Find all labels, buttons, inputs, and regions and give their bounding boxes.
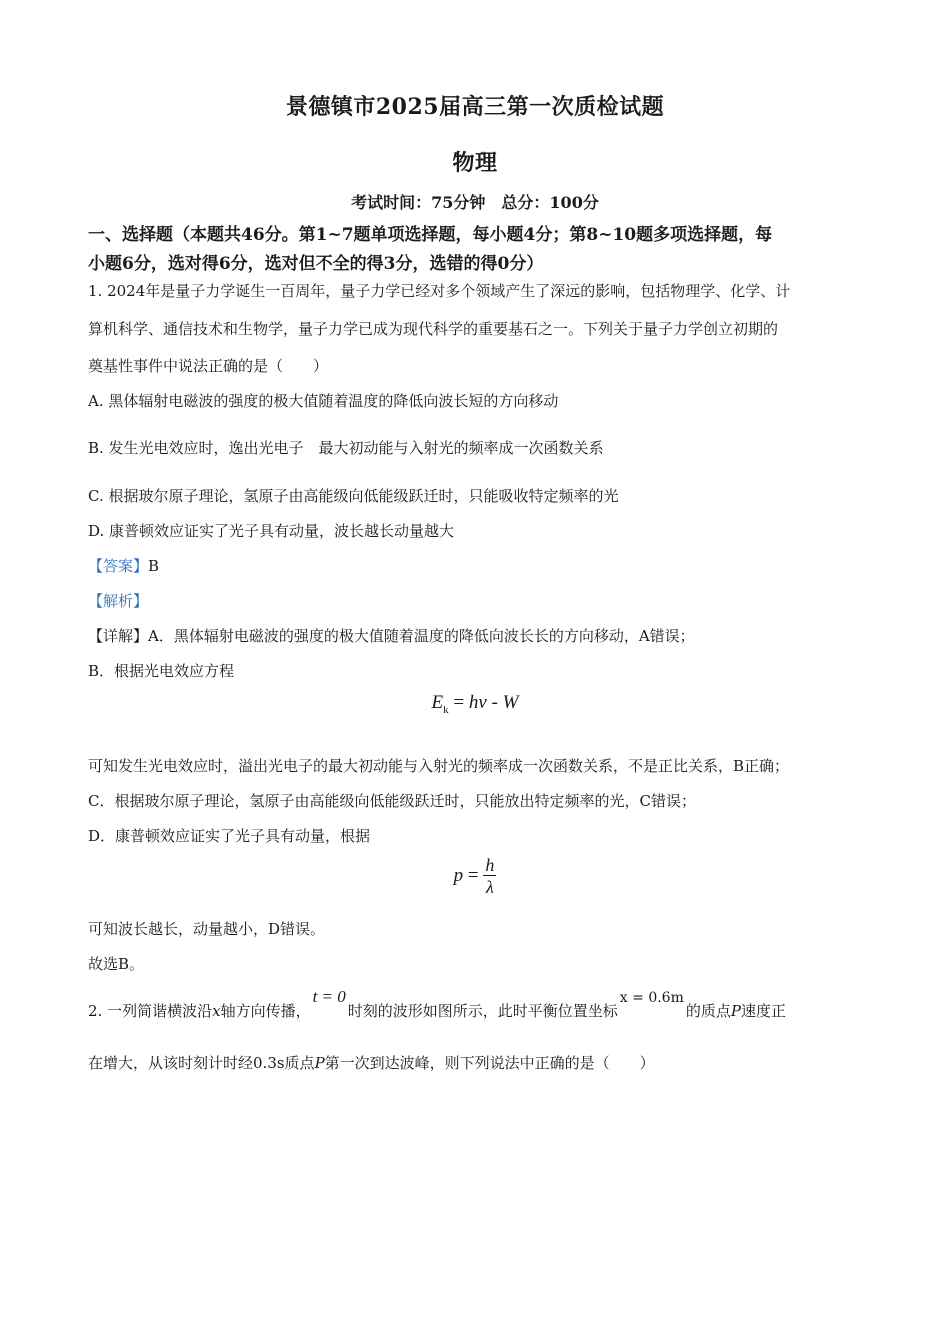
subject-title: 物理 xyxy=(452,150,498,176)
q1-detail-b: B．根据光电效应方程 xyxy=(88,662,235,680)
q2-stem-line1: 2. 一列简谐横波沿x轴方向传播，t = 0时刻的波形如图所示，此时平衡位置坐标x = 0.6m的质点P速度正 xyxy=(88,987,786,1020)
analysis-label: 【解析】 xyxy=(88,592,149,610)
t-equals-zero: t = 0 xyxy=(312,987,346,1006)
fraction: $\frac{h}{\lambda}$ xyxy=(485,855,495,897)
q1-answer xyxy=(88,555,159,576)
photoelectric-equation: $E_k = h\nu - W$ xyxy=(431,692,519,716)
answer-label: 【答案】 xyxy=(88,557,149,575)
detail-label: 【详解】 xyxy=(88,627,149,645)
q1-option-a: A. 黑体辐射电磁波的强度的极大值随着温度的降低向波长短的方向移动 xyxy=(88,392,559,410)
section-heading-line2: 小题6分，选对得6分，选对但不全的得3分，选错的得0分） xyxy=(88,254,544,274)
q1-conclusion: 故选B。 xyxy=(88,955,145,973)
x-coordinate: x = 0.6m xyxy=(619,990,684,1006)
q1-option-d: D. 康普顿效应证实了光子具有动量，波长越长动量越大 xyxy=(88,522,455,540)
exam-info: 考试时间：75分钟 总分：100分 xyxy=(351,193,599,212)
exam-title: 景德镇市2025届高三第一次质检试题 xyxy=(285,94,665,120)
section-heading-line1: 一、选择题（本题共46分。第1~7题单项选择题，每小题4分；第8~10题多项选择题，每 xyxy=(88,225,773,245)
q2-stem-line2: 在增大，从该时刻计时经0.3s质点P第一次到达波峰，则下列说法中正确的是（ ） xyxy=(88,1054,655,1072)
q1-detail-c: C．根据玻尔原子理论，氢原子由高能级向低能级跃迁时，只能放出特定频率的光，C错误； xyxy=(88,792,696,810)
detail-a-text: A．黑体辐射电磁波的强度的极大值随着温度的降低向波长长的方向移动，A错误； xyxy=(148,627,695,645)
de-broglie-equation: p = $\frac{h}{\lambda}$ xyxy=(453,855,495,897)
q1-detail-d: D．康普顿效应证实了光子具有动量，根据 xyxy=(88,827,371,845)
q1-detail-a xyxy=(88,625,695,646)
q1-stem-line2: 算机科学、通信技术和生物学，量子力学已成为现代科学的重要基石之一。下列关于量子力学创立初期的 xyxy=(88,320,779,338)
q1-option-b: B. 发生光电效应时，逸出光电子 最大初动能与入射光的频率成一次函数关系 xyxy=(88,439,604,457)
q1-stem-line1: 1. 2024年是量子力学诞生一百周年，量子力学已经对多个领域产生了深远的影响，包括物理学、化学、计 xyxy=(88,282,791,300)
q1-option-c: C. 根据玻尔原子理论，氢原子由高能级向低能级跃迁时，只能吸收特定频率的光 xyxy=(88,487,619,505)
q1-stem-line3: 奠基性事件中说法正确的是（ ） xyxy=(88,357,329,375)
q1-detail-b2: 可知发生光电效应时，溢出光电子的最大初动能与入射光的频率成一次函数关系，不是正比关系，B正确； xyxy=(88,757,790,775)
q1-detail-d2: 可知波长越长，动量越小，D错误。 xyxy=(88,920,326,938)
answer-value: B xyxy=(148,557,160,575)
